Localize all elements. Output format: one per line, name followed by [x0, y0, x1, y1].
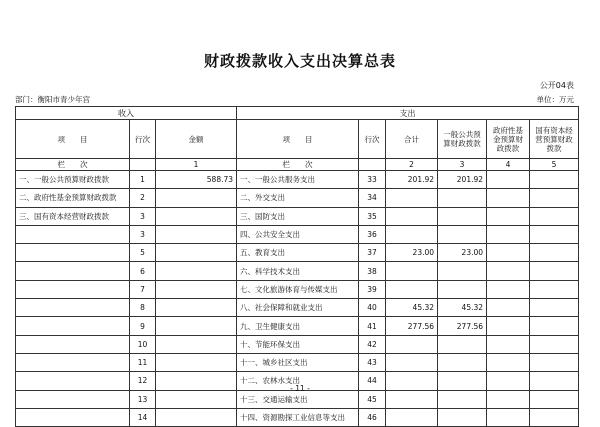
expense-item-cell: 五、教育支出: [237, 244, 359, 262]
expense-item-cell: 六、科学技术支出: [237, 262, 359, 280]
table-row: [16, 280, 579, 298]
general-budget-cell: [438, 207, 487, 225]
state-capital-cell: [530, 262, 579, 280]
income-amount-cell: [156, 262, 237, 280]
state-capital-cell: [530, 335, 579, 353]
income-item-cell: [16, 353, 130, 371]
income-rowno-cell: 10: [130, 335, 156, 353]
report-title: 财政拨款收入支出决算总表: [203, 52, 396, 70]
total-cell: 45.32: [386, 299, 438, 317]
general-budget-cell: [438, 262, 487, 280]
state-capital-cell: [530, 353, 579, 371]
gov-fund-cell: [487, 225, 530, 243]
income-rowno-cell: 9: [130, 317, 156, 335]
expense-rowno-cell: 37: [359, 244, 386, 262]
header-row-sections: [16, 107, 579, 120]
table-row: [16, 317, 579, 335]
total-header: 合计: [386, 120, 438, 159]
lanci-col5: 5: [530, 159, 579, 171]
table-row: [16, 299, 579, 317]
income-rowno-cell: 11: [130, 353, 156, 371]
income-rowno-cell: 2: [130, 189, 156, 207]
income-amount-header: 金额: [156, 120, 237, 159]
table-row: [16, 244, 579, 262]
expense-section-header: 支出: [237, 107, 579, 120]
expense-rowno-cell: 38: [359, 262, 386, 280]
income-amount-cell: [156, 317, 237, 335]
table-row: [16, 189, 579, 207]
total-cell: 277.56: [386, 317, 438, 335]
income-rowno-header: 行次: [130, 120, 156, 159]
income-rowno-cell: 6: [130, 262, 156, 280]
income-rowno-cell: 13: [130, 390, 156, 408]
general-budget-cell: 23.00: [438, 244, 487, 262]
gov-fund-header: 政府性基金预算财政拨款: [487, 120, 530, 159]
expense-lanci-blank: [359, 159, 386, 171]
expense-rowno-cell: 36: [359, 225, 386, 243]
income-rowno-cell: 3: [130, 225, 156, 243]
income-rowno-cell: 7: [130, 280, 156, 298]
table-row: [16, 207, 579, 225]
total-cell: [386, 207, 438, 225]
table-row: [16, 262, 579, 280]
income-rowno-cell: 1: [130, 171, 156, 189]
gov-fund-cell: [487, 171, 530, 189]
expense-rowno-header: 行次: [359, 120, 386, 159]
department-label: 部门：衡阳市青少年宫: [15, 95, 90, 104]
expense-item-cell: 十一、城乡社区支出: [237, 353, 359, 371]
state-capital-cell: [530, 171, 579, 189]
income-item-cell: [16, 335, 130, 353]
state-capital-cell: [530, 244, 579, 262]
expense-item-cell: 十三、交通运输支出: [237, 390, 359, 408]
income-item-cell: [16, 280, 130, 298]
expense-rowno-cell: 33: [359, 171, 386, 189]
table-row: [16, 225, 579, 243]
table-row: [16, 335, 579, 353]
gov-fund-cell: [487, 262, 530, 280]
table-row: [16, 171, 579, 189]
total-cell: 23.00: [386, 244, 438, 262]
income-rowno-cell: 14: [130, 408, 156, 426]
gov-fund-cell: [487, 244, 530, 262]
income-item-cell: 二、政府性基金预算财政拨款: [16, 189, 130, 207]
gov-fund-cell: [487, 189, 530, 207]
general-budget-cell: [438, 225, 487, 243]
income-amount-cell: [156, 353, 237, 371]
income-rowno-cell: 3: [130, 207, 156, 225]
income-item-cell: 三、国有资本经营财政拨款: [16, 207, 130, 225]
general-budget-cell: [438, 280, 487, 298]
expense-item-cell: 十四、资源勘探工业信息等支出: [237, 408, 359, 426]
expense-rowno-cell: 35: [359, 207, 386, 225]
expense-lanci-label: 栏 次: [237, 159, 359, 171]
income-item-header: 项 目: [16, 120, 130, 159]
gov-fund-cell: [487, 317, 530, 335]
expense-item-cell: 七、文化旅游体育与传媒支出: [237, 280, 359, 298]
budget-table: [15, 106, 579, 427]
expense-rowno-cell: 39: [359, 280, 386, 298]
expense-rowno-cell: 34: [359, 189, 386, 207]
expense-item-cell: 一、一般公共服务支出: [237, 171, 359, 189]
income-item-cell: [16, 317, 130, 335]
income-rowno-cell: 8: [130, 299, 156, 317]
header-row-columns: [16, 120, 579, 159]
gov-fund-cell: [487, 207, 530, 225]
state-capital-cell: [530, 299, 579, 317]
income-item-cell: [16, 244, 130, 262]
header-row-lanci: [16, 159, 579, 171]
income-amount-cell: [156, 244, 237, 262]
page-number: - 11 -: [290, 384, 310, 393]
total-cell: [386, 225, 438, 243]
gov-fund-cell: [487, 353, 530, 371]
income-amount-cell: [156, 280, 237, 298]
general-budget-cell: 277.56: [438, 317, 487, 335]
form-number: 公开04表: [539, 81, 574, 90]
expense-rowno-cell: 44: [359, 372, 386, 390]
income-lanci-blank: [130, 159, 156, 171]
state-capital-header: 国有资本经营预算财政拨款: [530, 120, 579, 159]
expense-item-cell: 三、国防支出: [237, 207, 359, 225]
lanci-col4: 4: [487, 159, 530, 171]
income-section-header: 收入: [16, 107, 237, 120]
income-amount-cell: [156, 207, 237, 225]
lanci-col3: 3: [438, 159, 487, 171]
income-amount-cell: [156, 225, 237, 243]
expense-rowno-cell: 40: [359, 299, 386, 317]
expense-rowno-cell: 43: [359, 353, 386, 371]
income-item-cell: [16, 262, 130, 280]
income-rowno-cell: 12: [130, 372, 156, 390]
general-budget-cell: [438, 189, 487, 207]
expense-rowno-cell: 46: [359, 408, 386, 426]
general-budget-cell: 45.32: [438, 299, 487, 317]
expense-item-cell: 九、卫生健康支出: [237, 317, 359, 335]
total-cell: [386, 262, 438, 280]
gov-fund-cell: [487, 299, 530, 317]
general-budget-cell: [438, 335, 487, 353]
expense-item-header: 项 目: [237, 120, 359, 159]
income-amount-cell: [156, 335, 237, 353]
state-capital-cell: [530, 225, 579, 243]
general-budget-header: 一般公共预算财政拨款: [438, 120, 487, 159]
income-lanci-label: 栏 次: [16, 159, 130, 171]
total-cell: 201.92: [386, 171, 438, 189]
expense-item-cell: 八、社会保障和就业支出: [237, 299, 359, 317]
expense-item-cell: 十二、农林水支出: [237, 372, 359, 390]
total-cell: [386, 353, 438, 371]
general-budget-cell: 201.92: [438, 171, 487, 189]
unit-label: 单位：万元: [536, 95, 574, 104]
state-capital-cell: [530, 189, 579, 207]
gov-fund-cell: [487, 335, 530, 353]
state-capital-cell: [530, 280, 579, 298]
income-amount-cell: 588.73: [156, 171, 237, 189]
state-capital-cell: [530, 207, 579, 225]
total-cell: [386, 335, 438, 353]
expense-item-cell: 二、外交支出: [237, 189, 359, 207]
income-item-cell: 一、一般公共预算财政拨款: [16, 171, 130, 189]
lanci-col1: 1: [156, 159, 237, 171]
lanci-col2: 2: [386, 159, 438, 171]
table-row: [16, 353, 579, 371]
income-item-cell: [16, 299, 130, 317]
expense-rowno-cell: 41: [359, 317, 386, 335]
income-amount-cell: [156, 189, 237, 207]
income-item-cell: [16, 225, 130, 243]
general-budget-cell: [438, 353, 487, 371]
income-amount-cell: [156, 299, 237, 317]
expense-rowno-cell: 42: [359, 335, 386, 353]
expense-rowno-cell: 45: [359, 390, 386, 408]
total-cell: [386, 189, 438, 207]
total-cell: [386, 280, 438, 298]
expense-item-cell: 十、节能环保支出: [237, 335, 359, 353]
state-capital-cell: [530, 317, 579, 335]
income-rowno-cell: 5: [130, 244, 156, 262]
gov-fund-cell: [487, 280, 530, 298]
expense-item-cell: 四、公共安全支出: [237, 225, 359, 243]
